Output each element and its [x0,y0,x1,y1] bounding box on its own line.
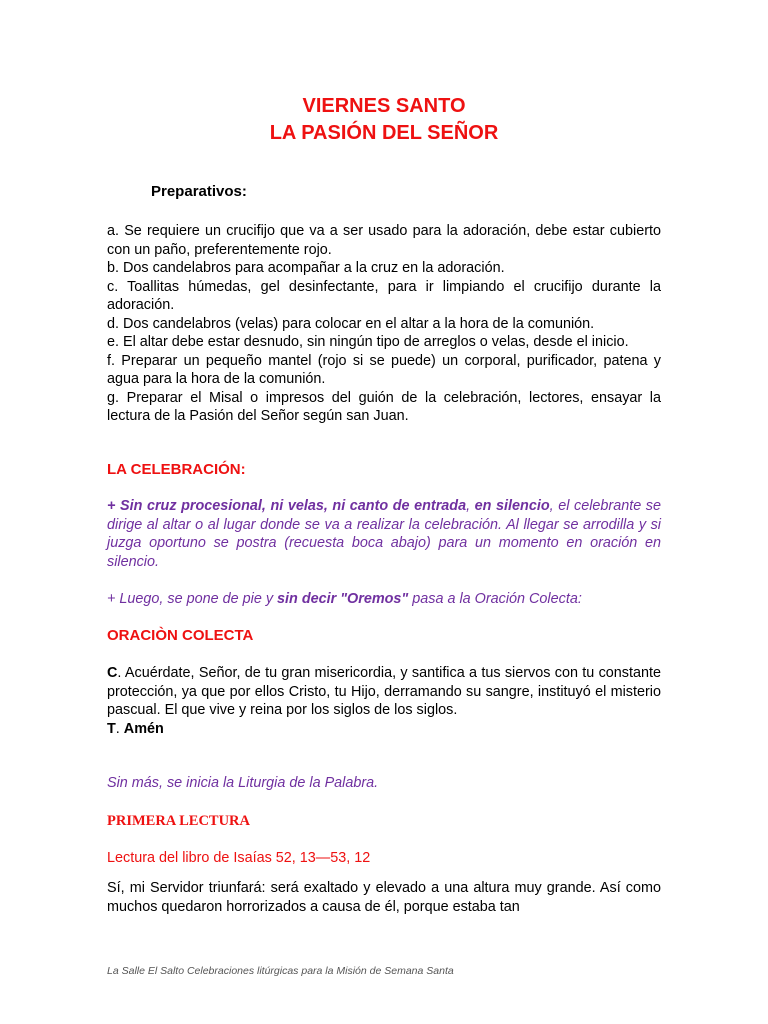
reading-text: Sí, mi Servidor triunfará: será exaltado y elevado a una altura muy grande. Así como muchos quedaron horrorizados a causa de él, porque estaba tan [107,880,661,915]
preparations-list [107,222,661,426]
document-title-line1: VIERNES SANTO [302,95,466,117]
collect-prayer: C. Acuérdate, Señor, de tu gran misericordia, y santifica a tus siervos con tu constante protección, ya que por ellos Cristo, tu Hijo, derramando su sangre, instituyó el misterio pascual. El que vive y reina por los siglos de los siglos. T. Amén [107,665,661,737]
reading-reference: Lectura del libro de Isaías 52, 13—53, 12 [107,850,371,866]
preparation-item: a. Se requiere un crucifijo que va a ser usado para la adoración, debe estar cubierto con un paño, preferentemente rojo. [107,223,661,258]
preparation-item: d. Dos candelabros (velas) para colocar en el altar a la hora de la comunión. [107,315,595,332]
rubric-liturgy-word: Sin más, se inicia la Liturgia de la Palabra. [107,775,379,791]
celebrant-label: C [107,665,118,681]
preparations-heading: Preparativos: [151,183,247,200]
preparation-item: c. Toallitas húmedas, gel desinfectante, para ir limpiando el crucifijo durante la adoración. [107,278,661,313]
rubric-bold: + Sin cruz procesional, ni velas, ni canto de entrada [107,498,467,514]
preparation-item: g. Preparar el Misal o impresos del guión de la celebración, lectores, ensayar la lectura de la Pasión del Señor según san Juan. [107,389,661,424]
rubric-bold: sin decir "Oremos" [277,591,409,607]
preparation-item: e. El altar debe estar desnudo, sin ningún tipo de arreglos o velas, desde el inicio. [107,334,629,350]
rubric-bold: en silencio [474,498,550,514]
page-footer: La Salle El Salto Celebraciones litúrgicas para la Misión de Semana Santa [107,965,454,977]
preparation-item: f. Preparar un pequeño mantel (rojo si se puede) un corporal, purificador, patena y agua para la hora de la comunión. [107,352,661,387]
people-response: T. Amén [107,720,164,737]
rubric-entrance: + Sin cruz procesional, ni velas, ni canto de entrada, en silencio, el celebrante se dirige al altar o al lugar donde se va a realizar la celebración. Al llegar se arrodilla y si juzga oportuno se postra (recuesta boca abajo) para un momento en oración en silencio. [107,498,661,570]
preparation-item: b. Dos candelabros para acompañar a la cruz en la adoración. [107,260,505,276]
collect-heading: ORACIÒN COLECTA [107,627,254,644]
celebration-heading: LA CELEBRACIÓN: [107,461,246,478]
reading-heading: PRIMERA LECTURA [107,813,250,829]
document-title-line2: LA PASIÓN DEL SEÑOR [269,122,499,144]
rubric-collect-intro: + Luego, se pone de pie y sin decir "Oremos" pasa a la Oración Colecta: [107,591,582,607]
